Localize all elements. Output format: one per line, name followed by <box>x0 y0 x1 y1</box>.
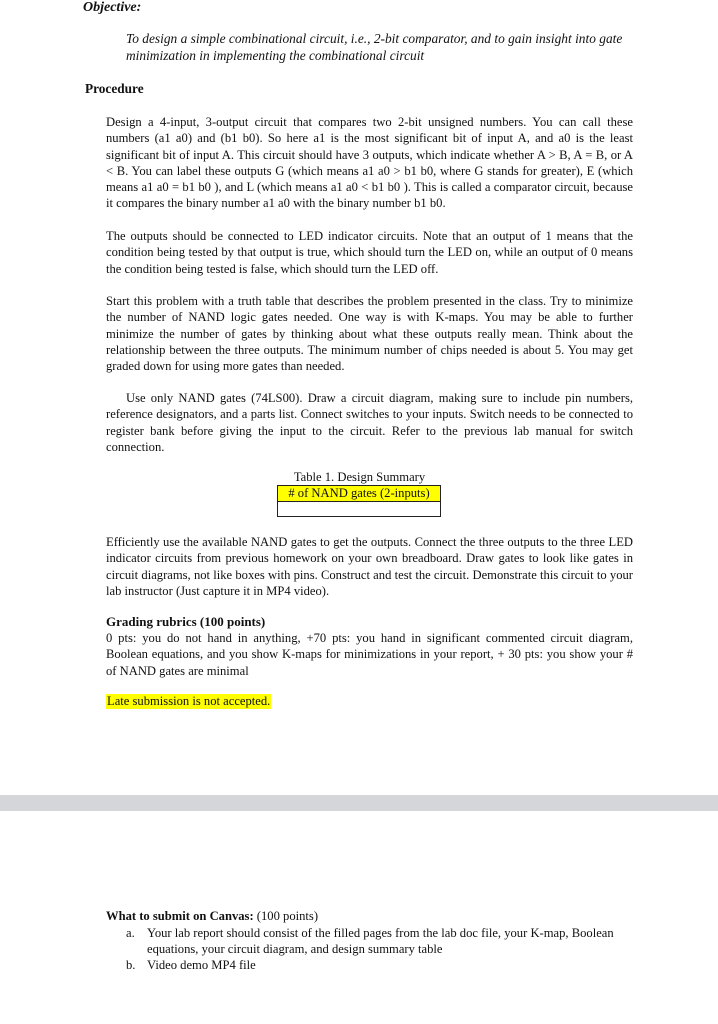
list-item-text: Your lab report should consist of the filled pages from the lab doc file, your K-map, Boolean equations, your circuit diagram, and design summary table <box>147 926 614 956</box>
page-separator <box>0 795 718 811</box>
submit-heading-label: What to submit on Canvas: <box>106 909 254 923</box>
objective-heading: Objective: <box>83 0 142 15</box>
submit-points: (100 points) <box>253 909 319 923</box>
table-row <box>278 502 441 517</box>
objective-text: To design a simple combinational circuit, i.e., 2-bit comparator, and to gain insight into gate minimization in implementing the combinational circuit <box>126 31 623 63</box>
procedure-paragraph-design <box>106 114 633 212</box>
paragraph-text: Efficiently use the available NAND gates to get the outputs. Connect the three outputs to the three LED indicator circuits from previous homework on your own breadboard. Draw gates to look like gates in circuit diagrams, not like boxes with pins. Construct and test the circuit. Demonstrate this circuit to your lab instructor (Just capture it in MP4 video). <box>106 535 633 598</box>
list-item <box>126 957 636 973</box>
nand-gates-label: # of NAND gates (2-inputs) <box>278 486 441 502</box>
procedure-paragraph-construct <box>106 534 633 599</box>
paragraph-text: The outputs should be connected to LED indicator circuits. Note that an output of 1 means that the condition being tested by that output is true, which should turn the LED on, while an output of 0 means the condition being tested is false, which should turn the LED off. <box>106 229 633 276</box>
procedure-paragraph-nand-only <box>106 390 633 455</box>
submit-heading <box>106 909 318 924</box>
grading-text <box>106 630 633 679</box>
list-marker: a. <box>126 926 135 940</box>
paragraph-text: Use only NAND gates (74LS00). Draw a circuit diagram, making sure to include pin numbers, reference designators, and a parts list. Connect switches to your inputs. Switch needs to be connected to register bank before giving the input to the circuit. Refer to the previous lab manual for switch connection. <box>106 391 633 454</box>
submit-list <box>126 925 636 973</box>
procedure-paragraph-outputs <box>106 228 633 277</box>
procedure-paragraph-truth-table <box>106 293 633 374</box>
paragraph-text: Start this problem with a truth table that describes the problem presented in the class. Try to minimize the number of NAND logic gates needed. One way is with K-maps. You may be able to further minimize the number of gates by thinking about what these outputs really mean. Think about the relationship between the three outputs. The minimum number of chips needed is about 5. You may get graded down for using more gates than needed. <box>106 294 633 374</box>
table-row <box>278 486 441 502</box>
list-item <box>126 925 636 957</box>
procedure-heading: Procedure <box>85 81 144 96</box>
list-item-text: Video demo MP4 file <box>147 958 256 972</box>
list-marker: b. <box>126 958 136 972</box>
paragraph-text: Design a 4-input, 3-output circuit that compares two 2-bit unsigned numbers. You can call these numbers (a1 a0) and (b1 b0). So here a1 is the most significant bit of input A, and a0 is the least significant bit of input A. This circuit should have 3 outputs, which indicate whether A > B, A = B, or A < B. You can label these outputs G (which means a1 a0 > b1 b0, where G stands for greater), E (which means a1 a0 = b1 b0 ), and L (which means a1 a0 < b1 b0 ). This is called a comparator circuit, because it compares the binary number a1 a0 with the binary number b1 b0. <box>106 115 633 211</box>
grading-heading: Grading rubrics (100 points) <box>106 614 266 629</box>
nand-gates-value[interactable] <box>278 502 441 517</box>
design-summary-caption: Table 1. Design Summary <box>293 470 426 484</box>
paragraph-text: 0 pts: you do not hand in anything, +70 pts: you hand in significant commented circuit diagram, Boolean equations, and you show K-maps for minimizations in your report, + 30 pts: you show your # of NAND gates are minimal <box>106 631 633 678</box>
design-summary-table <box>277 485 441 517</box>
late-submission-notice: Late submission is not accepted. <box>107 694 271 708</box>
